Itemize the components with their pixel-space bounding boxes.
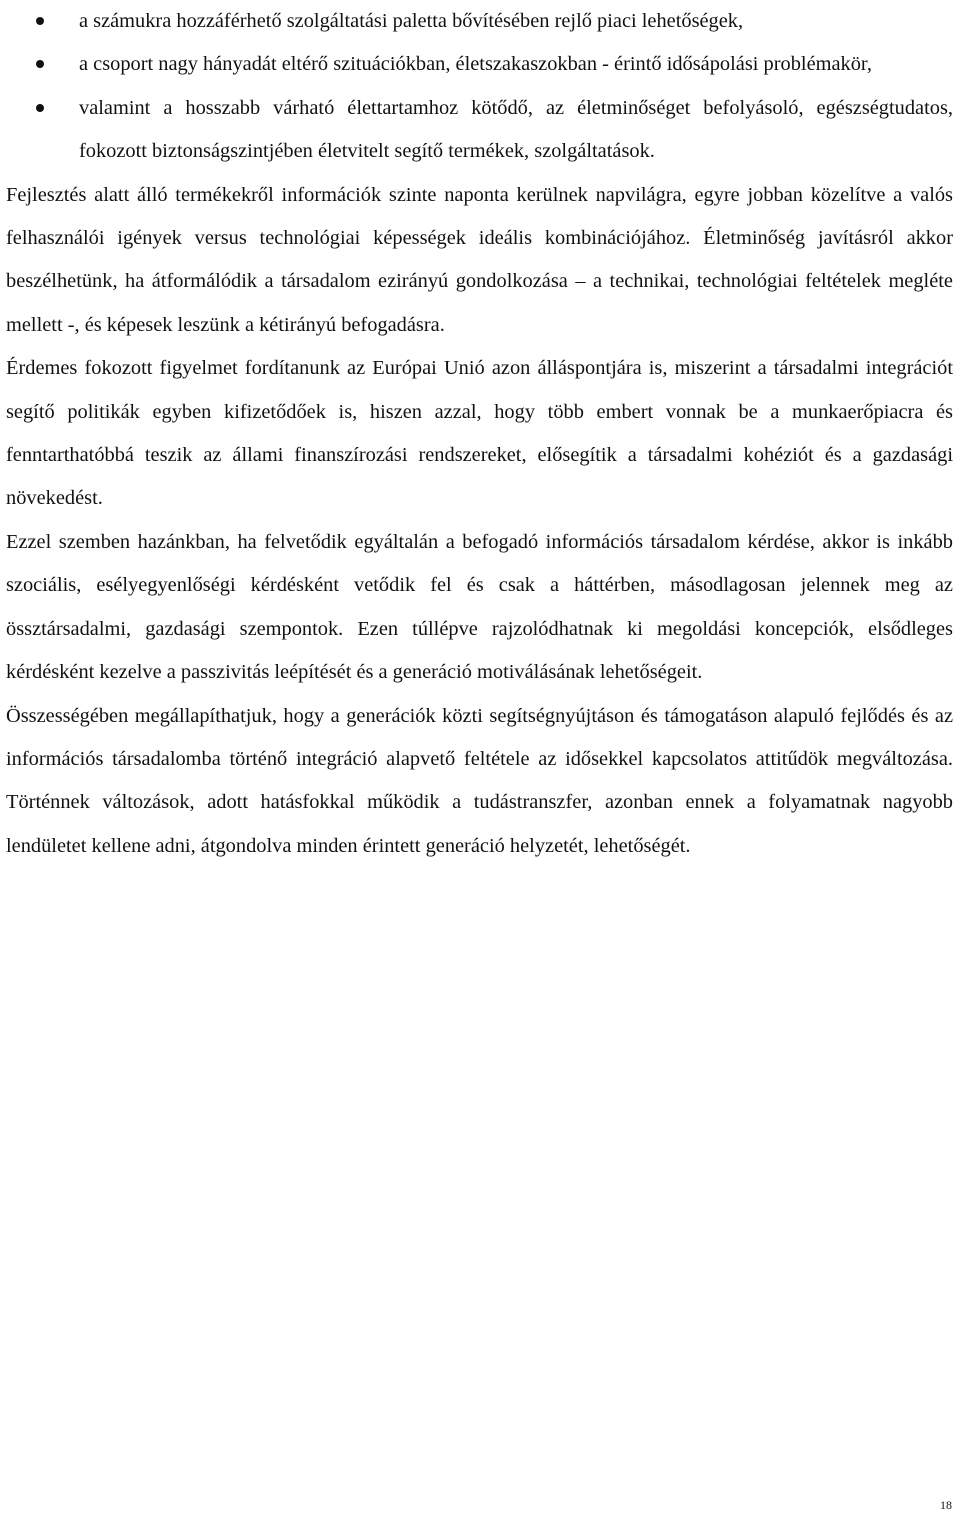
bullet-text: valamint a hosszabb várható élettartamhoz kötődő, az életminőséget befolyásoló, egészségtudatos, fokozott biztonságszintjében életvitelt segítő termékek, szolgáltatások.	[79, 96, 953, 163]
bullet-icon	[36, 17, 44, 25]
bullet-item	[6, 0, 953, 43]
paragraph: Ezzel szemben hazánkban, ha felvetődik egyáltalán a befogadó információs társadalom kérdése, akkor is inkább szociális, esélyegyenlőségi kérdésként vetődik fel és csak a háttérben, másodlagosan jelennek meg az össztársadalmi, gazdasági szempontok. Ezen túllépve rajzolódhatnak ki megoldási koncepciók, elsődleges kérdésként kezelve a passzivitás leépítését és a generáció motiválásának lehetőségeit.	[6, 530, 953, 684]
bullet-list	[6, 0, 953, 174]
page-body	[6, 0, 953, 868]
bullet-text: a számukra hozzáférhető szolgáltatási paletta bővítésében rejlő piaci lehetőségek,	[79, 10, 744, 32]
page-number: 18	[940, 1498, 952, 1512]
bullet-item	[6, 43, 953, 86]
paragraph: Érdemes fokozott figyelmet fordítanunk az Európai Unió azon álláspontjára is, miszerint a társadalmi integrációt segítő politikák egyben kifizetődőek is, hiszen azzal, hogy több embert vonnak be a munkaerőpiacra és fenntarthatóbbá teszik az állami finanszírozási rendszereket, elősegítik a társadalmi kohéziót és a gazdasági növekedést.	[6, 357, 953, 510]
paragraph: Összességében megállapíthatjuk, hogy a generációk közti segítségnyújtáson és támogatáson alapuló fejlődés és az információs társadalomba történő integráció alapvető feltétele az idősekkel kapcsolatos attitűdök megváltozása. Történnek változások, adott hatásfokkal működik a tudástranszfer, azonban ennek a folyamatnak nagyobb lendületet kellene adni, átgondolva minden érintett generáció helyzetét, lehetőségét.	[6, 704, 953, 857]
bullet-icon	[36, 104, 44, 112]
bullet-icon	[36, 60, 44, 68]
paragraph: Fejlesztés alatt álló termékekről információk szinte naponta kerülnek napvilágra, egyre jobban közelítve a valós felhasználói igények versus technológiai képességek ideális kombinációjához. Életminőség javításról akkor beszélhetünk, ha átformálódik a társadalom ezirányú gondolkozása – a technikai, technológiai feltételek megléte mellett -, és képesek leszünk a kétirányú befogadásra.	[6, 183, 953, 336]
bullet-item	[6, 87, 953, 174]
bullet-text: a csoport nagy hányadát eltérő szituációkban, életszakaszokban - érintő idősápolási problémakör,	[79, 53, 873, 76]
